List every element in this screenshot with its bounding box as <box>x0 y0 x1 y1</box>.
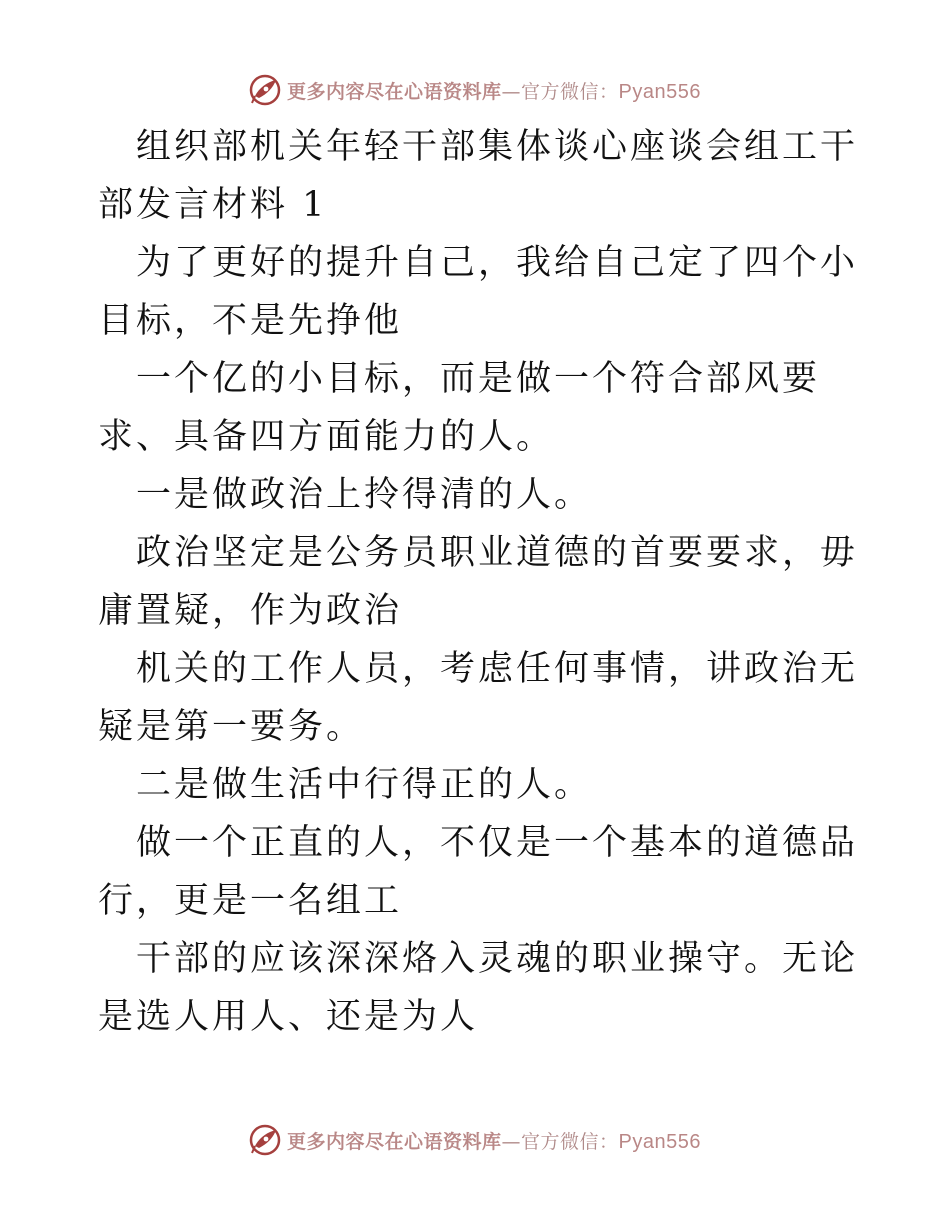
banner-dash: — <box>501 80 522 103</box>
paragraph: 政治坚定是公务员职业道德的首要要求，毋庸置疑，作为政治 <box>98 533 859 631</box>
banner-name: 更多内容尽在心语资料库 <box>287 1130 502 1153</box>
paragraph: 二是做生活中行得正的人。 <box>136 765 593 805</box>
paragraph: 一是做政治上拎得清的人。 <box>136 475 593 515</box>
banner-text <box>287 1127 701 1154</box>
document-body <box>98 118 858 1046</box>
banner-name: 更多内容尽在心语资料库 <box>287 80 502 103</box>
footer-banner <box>0 1122 950 1158</box>
pen-nib-circle-icon <box>249 74 281 106</box>
header-banner <box>0 72 950 108</box>
banner-label: 官方微信： <box>521 1130 619 1153</box>
paragraph: 机关的工作人员，考虑任何事情，讲政治无疑是第一要务。 <box>98 649 859 747</box>
pen-nib-circle-icon <box>249 1124 281 1156</box>
paragraph: 一个亿的小目标，而是做一个符合部风要求、具备四方面能力的人。 <box>98 359 821 457</box>
banner-handle: Pyan556 <box>618 80 701 103</box>
banner-handle: Pyan556 <box>618 1130 701 1153</box>
paragraph: 干部的应该深深烙入灵魂的职业操守。无论是选人用人、还是为人 <box>98 939 859 1037</box>
paragraph: 为了更好的提升自己，我给自己定了四个小目标，不是先挣他 <box>98 243 859 341</box>
paragraph: 做一个正直的人，不仅是一个基本的道德品行，更是一名组工 <box>98 823 859 921</box>
banner-text <box>287 77 701 104</box>
banner-dash: — <box>501 1130 522 1153</box>
banner-label: 官方微信： <box>521 80 619 103</box>
document-title: 组织部机关年轻干部集体谈心座谈会组工干部发言材料 1 <box>98 127 859 225</box>
